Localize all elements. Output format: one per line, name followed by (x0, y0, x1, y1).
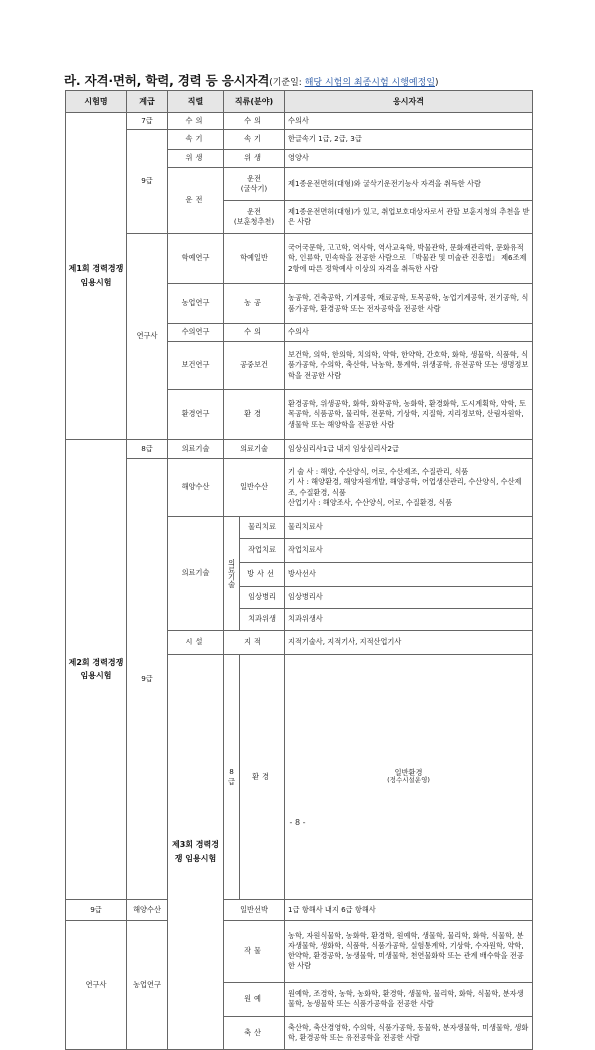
reference-date: 해당 시험의 최종시험 시행예정일 (304, 78, 436, 88)
qualification-cell (285, 459, 533, 517)
grade-cell: 9급 (66, 899, 127, 920)
field-cell: 임상병리 (240, 587, 285, 609)
table-row (66, 899, 533, 920)
qualification-cell: 축산학, 축산경영학, 수의학, 식품가공학, 동물학, 분자생물학, 미생물학, 생화학, 환경공학 또는 유전공학을 전공한 사람 (285, 1016, 533, 1049)
field-cell: 일반수산 (224, 459, 285, 517)
field-cell: 원예 (224, 982, 285, 1016)
position-cell: 환경연구 (168, 390, 224, 440)
field-cell: 수의 (224, 324, 285, 342)
field-cell: 농공 (224, 284, 285, 324)
table-row (66, 440, 533, 459)
field-cell: 작물 (224, 920, 285, 982)
qualification-cell: 지적기술사, 지적기사, 지적산업기사 (285, 631, 533, 655)
qualification-cell: 임상심리사1급 내지 임상심리사2급 (285, 440, 533, 459)
qualification-table (65, 90, 533, 1050)
qualification-cell: 물리치료사 (285, 517, 533, 539)
position-cell: 속기 (168, 130, 224, 150)
field-cell: 학예일반 (224, 234, 285, 284)
field-cell: 작업치료 (240, 539, 285, 563)
position-cell: 학예연구 (168, 234, 224, 284)
position-cell: 의료기술 (168, 440, 224, 459)
header-position: 직렬 (168, 91, 224, 113)
qualification-cell: 국어국문학, 고고학, 역사학, 역사교육학, 박물관학, 문화재관리학, 문화유적학, 인류학, 민속학을 전공한 사람으로 「박물관 및 미술관 진흥법」 제6조제2항에 따른 정학예사 이상의 자격을 취득한 사람 (285, 234, 533, 284)
position-cell: 의료기술 (168, 517, 224, 631)
table-row (66, 113, 533, 130)
qualification-cell: 1급 항해사 내지 6급 항해사 (285, 899, 533, 920)
field-cell: 운전 (굴삭기) (224, 168, 285, 201)
field-group-cell: 의료기술 (224, 517, 240, 631)
position-cell: 시설 (168, 631, 224, 655)
exam-name: 제2회 경력경쟁 임용시험 (66, 440, 127, 900)
header-grade: 계급 (127, 91, 168, 113)
qualification-cell: 방사선사 (285, 563, 533, 587)
table-header-row (66, 91, 533, 113)
qualification-cell: 한글속기 1급, 2급, 3급 (285, 130, 533, 150)
header-qualification: 응시자격 (285, 91, 533, 113)
qualification-cell: 영양사 (285, 150, 533, 168)
field-cell: 치과위생 (240, 609, 285, 631)
field-cell: 방사선 (240, 563, 285, 587)
qualification-cell: 수의사 (285, 324, 533, 342)
qualification-cell: 치과위생사 (285, 609, 533, 631)
section-title-sub: (기준일: 해당 시험의 최종시험 시행예정일) (269, 78, 439, 88)
field-cell: 물리치료 (240, 517, 285, 539)
header-exam: 시험명 (66, 91, 127, 113)
qualification-cell: 제1종운전면허(대형)와 굴삭기운전기능사 자격을 취득한 사람 (285, 168, 533, 201)
grade-cell: 9급 (127, 459, 168, 900)
field-cell: 일반선박 (224, 899, 285, 920)
position-cell: 농업연구 (168, 284, 224, 324)
field-cell: 운전 (보훈청추천) (224, 201, 285, 234)
grade-cell: 8급 (224, 655, 240, 900)
field-cell: 지적 (224, 631, 285, 655)
qual-line: 기 사 : 해양환경, 해양자원개발, 해양공학, 어업생산관리, 수산양식, 수산제조, 수질환경, 식품 (288, 477, 522, 497)
grade-cell: 연구사 (66, 920, 127, 1049)
table-row (66, 920, 533, 982)
qualification-cell: 농학, 자원식물학, 농화학, 환경학, 원예학, 생물학, 물리학, 화학, 식물학, 분자생물학, 생화학, 식품학, 식품가공학, 실험통계학, 기상학, 수자원학, 약학, 한약학, 환경공학, 농생물학, 미생물학, 천연물화학 또는 관계 배수학을 전공한 사람 (285, 920, 533, 982)
field-cell: 수의 (224, 113, 285, 130)
position-cell: 해양수산 (168, 459, 224, 517)
grade-cell: 연구사 (127, 234, 168, 440)
field-cell: 환경 (224, 390, 285, 440)
qualification-cell: 임상병리사 (285, 587, 533, 609)
position-cell: 수의 (168, 113, 224, 130)
field-cell: 축산 (224, 1016, 285, 1049)
position-cell: 환경 (240, 655, 285, 900)
table-row (66, 459, 533, 517)
qualification-cell: 농공학, 건축공학, 기계공학, 재료공학, 토목공학, 농업기계공학, 전기공학, 식품가공학, 환경공학 또는 전자공학을 전공한 사람 (285, 284, 533, 324)
position-cell: 위생 (168, 150, 224, 168)
page-number: - 8 - (289, 818, 306, 827)
section-title (64, 70, 439, 89)
qualification-cell: 작업치료사 (285, 539, 533, 563)
qualification-cell: 보건학, 의학, 한의학, 치의학, 약학, 한약학, 간호학, 화학, 생물학, 식품학, 식품가공학, 수의학, 축산학, 낙농학, 통계학, 위생공학, 유전공학 또는 생명정보학을 전공한 사람 (285, 342, 533, 390)
exam-name: 제3회 경력경쟁 임용시험 (168, 655, 224, 1050)
qualification-cell: 원예학, 조경학, 농학, 농화학, 환경학, 생물학, 물리학, 화학, 식물학, 분자생물학, 농생물학 또는 식품가공학을 전공한 사람 (285, 982, 533, 1016)
qualification-cell: 환경공학, 위생공학, 화학, 화학공학, 농화학, 환경화학, 도시계획학, 약학, 토목공학, 식품공학, 물리학, 전문학, 기상학, 지질학, 지리정보학, 산림자원학, 생물학 또는 해양학을 전공한 사람 (285, 390, 533, 440)
grade-cell: 8급 (127, 440, 168, 459)
field-cell: 의료기술 (224, 440, 285, 459)
field-cell: 공중보건 (224, 342, 285, 390)
header-field: 직류(분야) (224, 91, 285, 113)
position-cell: 운전 (168, 168, 224, 234)
grade-cell: 7급 (127, 113, 168, 130)
field-cell: 일반환경 (정수시설운영) (285, 655, 533, 900)
exam-name: 제1회 경력경쟁 임용시험 (66, 113, 127, 440)
qualification-cell: 수의사 (285, 113, 533, 130)
grade-cell: 9급 (127, 130, 168, 234)
position-cell: 해양수산 (127, 899, 168, 920)
qual-line: 산업기사 : 해양조사, 수산양식, 어로, 수질환경, 식품 (288, 497, 453, 507)
table-row (66, 234, 533, 284)
table-row (66, 130, 533, 150)
position-cell: 보건연구 (168, 342, 224, 390)
position-cell: 수의연구 (168, 324, 224, 342)
field-cell: 위생 (224, 150, 285, 168)
position-cell: 농업연구 (127, 920, 168, 1049)
field-cell: 속기 (224, 130, 285, 150)
qual-line: 기 술 사 : 해양, 수산양식, 어로, 수산제조, 수질관리, 식품 (288, 467, 469, 477)
qualification-cell: 제1종운전면허(대형)가 있고, 취업보호대상자로서 관할 보훈지청의 추천을 받은 사람 (285, 201, 533, 234)
section-title-main: 라. 자격·면허, 학력, 경력 등 응시자격 (64, 73, 270, 88)
